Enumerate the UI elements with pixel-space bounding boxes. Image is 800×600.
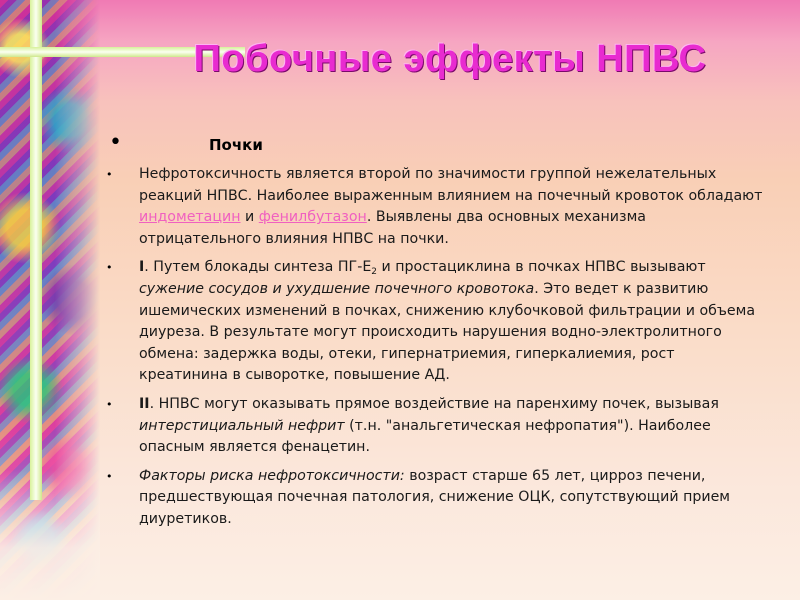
- link-phenylbutazone[interactable]: фенилбутазон: [258, 209, 367, 226]
- roman-numeral: I: [139, 259, 145, 276]
- bullet: •: [106, 397, 113, 411]
- emphasis: Факторы риска нефротоксичности:: [139, 467, 405, 484]
- roman-numeral: II: [139, 395, 150, 412]
- paragraph-mechanism-2: [106, 394, 766, 459]
- link-indomethacin[interactable]: индометацин: [139, 209, 241, 226]
- subscript: 2: [371, 267, 378, 278]
- section-heading: Почки: [209, 136, 263, 154]
- text: Нефротоксичность является второй по значимости группой нежелательных реакций НПВС. Наиболее выраженным влиянием на почечный кровоток обладают: [139, 166, 763, 204]
- section-bullet: •: [109, 130, 122, 155]
- text: . Путем блокады синтеза ПГ-Е: [144, 259, 372, 276]
- text: . Это ведет к развитию ишемических изменений в почках, снижению клубочковой фильтрации и объема диуреза. В результате могут происходить нарушения водно-электролитного обмена: задержка воды, отеки, гипернатриемия, гиперкалиемия, рост креатинина в сыворотке, повышение АД.: [139, 280, 756, 384]
- side-pattern-fade: [0, 470, 100, 600]
- slide-body: [106, 164, 766, 538]
- text: и: [240, 209, 259, 226]
- bullet: •: [106, 261, 113, 275]
- emphasis: сужение сосудов и ухудшение почечного кровотока: [139, 280, 535, 297]
- text: (т.н. "анальгетическая нефропатия"). Наиболее опасным является фенацетин.: [139, 417, 711, 456]
- bullet: •: [106, 168, 113, 181]
- bullet: •: [106, 469, 113, 483]
- text: . Выявлены два основных механизма отрицательного влияния НПВС на почки.: [139, 209, 646, 247]
- paragraph-mechanism-1: [106, 257, 766, 387]
- vertical-accent-bar: [30, 0, 42, 500]
- paragraph-risk-factors: [106, 466, 766, 531]
- text: и простациклина в почках НПВС вызывают: [377, 259, 706, 276]
- paragraph-nephrotoxicity: [106, 164, 766, 250]
- emphasis: интерстициальный нефрит: [139, 417, 345, 434]
- text: возраст старше 65 лет, цирроз печени, предшествующая почечная патология, снижение ОЦК, сопутствующий прием диуретиков.: [139, 467, 730, 527]
- text: . НПВС могут оказывать прямое воздействие на паренхиму почек, вызывая: [149, 395, 719, 412]
- slide-title: Побочные эффекты НПВС: [193, 38, 707, 80]
